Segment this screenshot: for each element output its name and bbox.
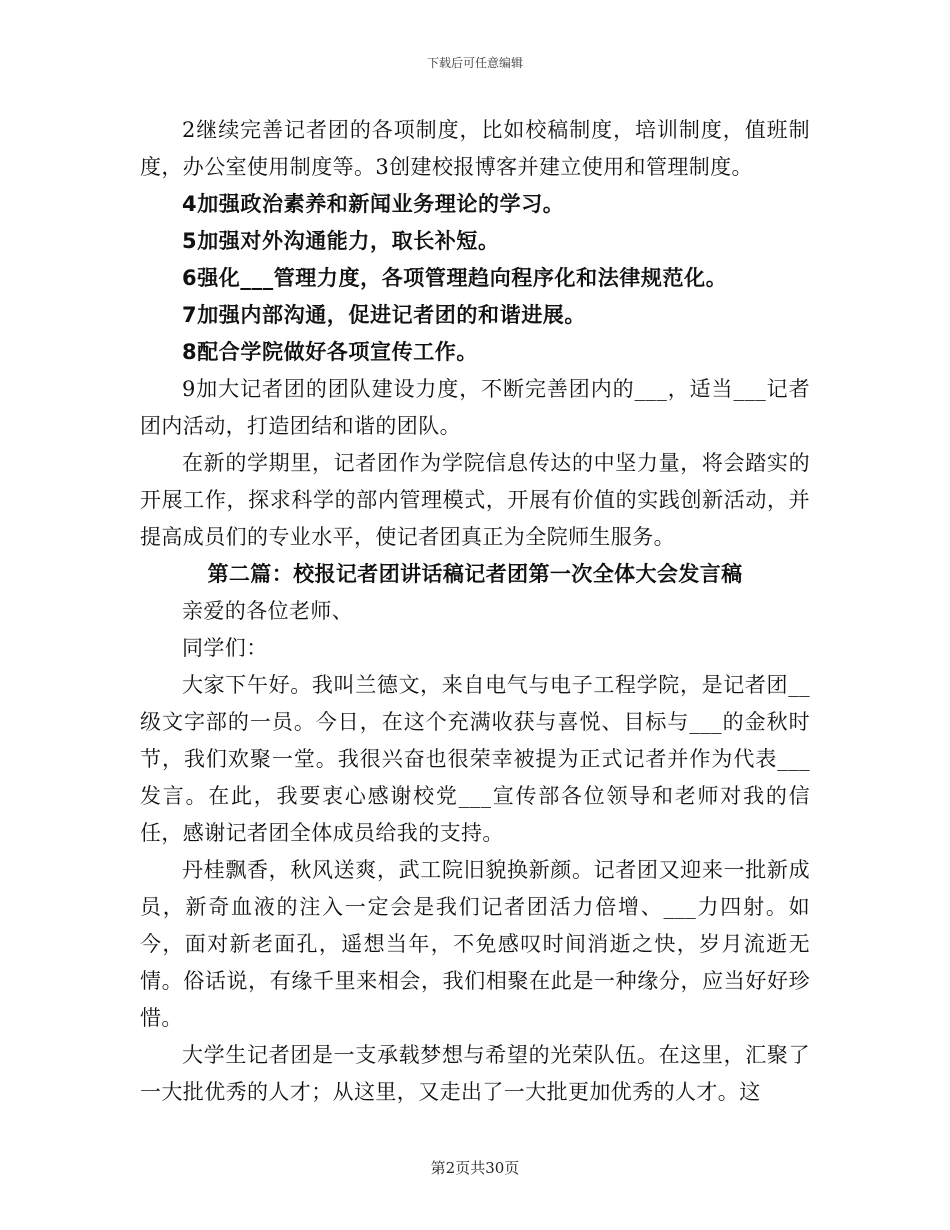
page-footer: 第2页共30页 (430, 1159, 520, 1177)
paragraph-item-6: 6强化___管理力度，各项管理趋向程序化和法律规范化。 (182, 266, 728, 290)
paragraph-item-5: 5加强对外沟通能力，取长补短。 (182, 229, 500, 253)
paragraph-item-2: 2继续完善记者团的各项制度，比如校稿制度，培训制度，值班制度，办公室使用制度等。3创建校报博客并建立使用和管理制度。 (140, 118, 810, 179)
document-body (140, 112, 810, 1111)
page-header: 下载后可任意编辑 (426, 56, 523, 70)
paragraph-team: 大学生记者团是一支承载梦想与希望的光荣队伍。在这里，汇聚了一大批优秀的人才；从这里，又走出了一大批更加优秀的人才。这 (140, 1043, 810, 1104)
paragraph-item-7: 7加强内部沟通，促进记者团的和谐进展。 (182, 303, 587, 327)
paragraph-item-8: 8配合学院做好各项宣传工作。 (182, 340, 479, 364)
paragraph-autumn: 丹桂飘香，秋风送爽，武工院旧貌换新颜。记者团又迎来一批新成员，新奇血液的注入一定会是我们记者团活力倍增、___力四射。如今，面对新老面孔，遥想当年，不免感叹时间消逝之快，岁月流逝无情。俗话说，有缘千里来相会，我们相聚在此是一种缘分，应当好好珍惜。 (140, 858, 810, 1030)
paragraph-item-9: 9加大记者团的团队建设力度，不断完善团内的___，适当___记者团内活动，打造团结和谐的团队。 (140, 377, 810, 438)
salutation-teachers: 亲爱的各位老师、 (182, 599, 354, 623)
paragraph-greeting: 大家下午好。我叫兰德文，来自电气与电子工程学院，是记者团__级文字部的一员。今日，在这个充满收获与喜悦、目标与___的金秋时节，我们欢聚一堂。我很兴奋也很荣幸被提为正式记者并作为代表___发言。在此，我要衷心感谢校党___宣传部各位领导和老师对我的信任，感谢记者团全体成员给我的支持。 (140, 673, 810, 845)
paragraph-new-semester: 在新的学期里，记者团作为学院信息传达的中坚力量，将会踏实的开展工作，探求科学的部内管理模式，开展有价值的实践创新活动，并提高成员们的专业水平，使记者团真正为全院师生服务。 (140, 451, 810, 549)
section-title: 第二篇：校报记者团讲话稿记者团第一次全体大会发言稿 (207, 562, 743, 586)
paragraph-item-4: 4加强政治素养和新闻业务理论的学习。 (182, 192, 565, 216)
salutation-students: 同学们： (182, 636, 268, 660)
